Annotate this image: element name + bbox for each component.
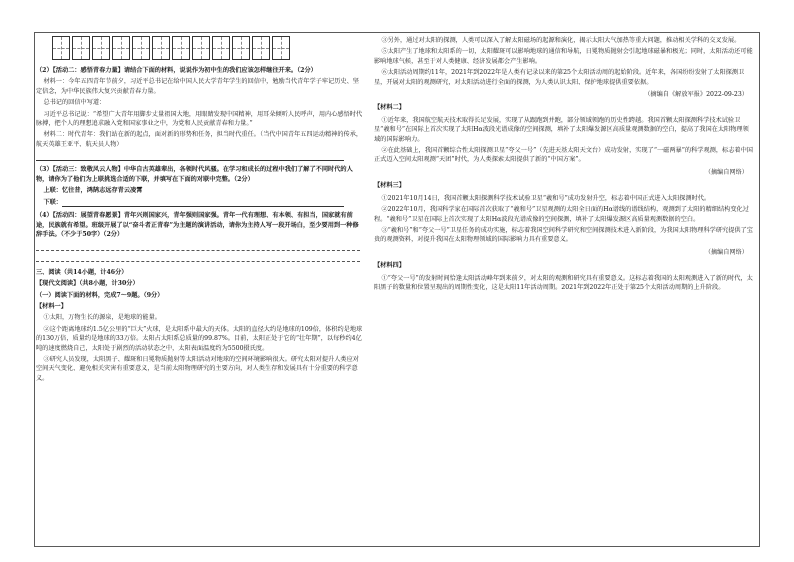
source-note-2: （摘编自网络） — [704, 168, 748, 176]
writing-grid[interactable] — [52, 36, 364, 62]
grid-cell[interactable] — [132, 36, 150, 60]
question-2-prompt: （2）【活动二：感悟青春力量】请结合下面的材料，说说作为初中生的我们应该怎样继往开来。（2分） — [36, 67, 317, 74]
material-2-heading: 【材料二】 — [374, 104, 405, 112]
material-1-label: 总书记的回信中写道： — [43, 99, 106, 107]
couplet-lower-row — [36, 197, 364, 207]
question-4-prompt: （4）【活动四：展望青春愿景】青年兴则国家兴，青年强则国家强。青年一代有理想、有本领、有担当，国家就有前途，民族就有希望。班级开展了以“奋斗者正青春”为主题的演讲活动，请你为主持人写一段开场白，至少要用到一种修辞手法。（不少于50字）（2分） — [36, 212, 359, 239]
right-paragraph-6: ⑥太阳活动周期约11年，2021年到2022年是人类有记录以来的第25个太阳活动周的起始阶段。近年来，各国纷纷发射了太阳探测卫星，开展对太阳的观测研究，对太阳活动进行全面的探测，为人类认识太阳、保护地球提供重要依据。 — [374, 69, 745, 86]
material-3-paragraph-1: ①2021年10月14日，我国首颗太阳探测科学技术试验卫星“羲和号”成功发射升空，标志着中国正式进入太阳探测时代。 — [381, 194, 711, 202]
grid-cell[interactable] — [232, 36, 250, 60]
grid-cell[interactable] — [152, 36, 170, 60]
grid-cell[interactable] — [272, 36, 290, 60]
paragraph-2: ②这个距离地球约1.5亿公里的“巨大”火球，是太阳系中最大的天体。太阳的直径大约是地球的109倍，体积约是地球的130万倍，质量约是地球的33万倍。太阳占太阳系总质量的99.87%。目前，太阳正处于它的“壮年期”，以每秒约4亿吨的速度燃烧自己，太阳处于剧烈的活动状态之中，太阳表面温度约为5500摄氏度。 — [36, 325, 363, 352]
answer-dash-line[interactable] — [36, 253, 360, 262]
answer-dash-line[interactable] — [36, 242, 360, 251]
answer-line[interactable] — [36, 151, 344, 161]
material-4-paragraph-1: ①“夸父一号”的发射时间恰逢太阳活动峰年到来前夕，对太阳的观测和研究具有重要意义。这标志着我国的太阳观测进入了新的时代，太阳黑子的数量和位置呈现出的周期性变化，这是太阳11年活动周期。2021年到2022年正处于第25个太阳活动周期的上升阶段。 — [374, 274, 753, 291]
couplet-lower-label: 下联： — [43, 199, 62, 207]
material-2-paragraph-2: ②在此基础上，我国首颗综合性太阳探测卫星“夸父一号”（先进天基太阳天文台）成功发射，实现了“一磁两暴”的科学观测，标志着中国正式迈入空间太阳观测“天团”时代，为人类探索太阳提供了新的“中国方案”。 — [374, 147, 753, 164]
material-2-text: 材料二：时代青年：我们站在新的起点，面对新的形势和任务，担当时代重任。（当代中国青年五四运动精神的传承，航天英雄王亚平、航天员人物） — [36, 131, 363, 148]
couplet-upper: 上联：忆往昔，鸿鹄志远存青云凌霄 — [43, 187, 143, 195]
material-1-quote: 习近平总书记说：“希望广大青年用脚步丈量祖国大地，用眼睛发现中国精神，用耳朵倾听人民呼声，用内心感悟时代脉搏，把个人的理想追求融入党和国家事业之中，为党和人民贡献青春和力量。” — [36, 110, 363, 128]
material-3-paragraph-2: ②2022年10月，我国科学家在国际首次获取了“羲和号”卫星观测的太阳全日面的Hα谱线的谱线结构，观测到了太阳的精细结构变化过程。“羲和号”卫星在国际上首次实现了太阳Hα波段光谱成像的空间探测，填补了太阳爆发源区高质量观测数据的空白。 — [374, 206, 749, 223]
right-paragraph-5: ⑤太阳产生了地球和太阳系的一切，太阳耀斑可以影响地球的通信和导航，日冕物质抛射会引起地球磁暴和极光；同时，太阳活动还可能影响地球气候，甚至于对人类健康、经济发展都会产生影响。 — [374, 48, 753, 65]
grid-cell[interactable] — [72, 36, 90, 60]
grid-cell[interactable] — [92, 36, 110, 60]
subsection-1-title: （一）阅读下面的材料，完成7～9题。（9分） — [36, 291, 164, 299]
source-note-1: （摘编自《解放军报》2022-09-23） — [644, 91, 748, 99]
question-3-prompt: （3）【活动三：致敬风云人物】中华自古英雄辈出，各领时代风骚。在学习和成长的过程中我们了解了不同时代的人物，请你为了他们为上联挑选合适的下联，并填写在下面的对联中完整。（2分） — [36, 166, 353, 183]
right-column — [374, 36, 754, 294]
grid-cell[interactable] — [212, 36, 230, 60]
grid-cell[interactable] — [192, 36, 210, 60]
left-column — [36, 36, 364, 385]
source-note-3: （摘编自网络） — [704, 248, 748, 256]
paragraph-3: ③研究人员发现，太阳黑子、耀斑和日冕物质抛射等太阳活动对地球的空间环境影响很大。研究太阳对提升人类应对空间天气变化、避免相关灾害有重要意义，是当前太阳物理研究的主要方向，对人类生存和发展具有十分重要的科学意义。 — [36, 355, 359, 382]
material-2-paragraph-1: ①近年来，我国航空航天技术取得长足发展，实现了从跟跑到并跑，部分领域领跑的历史性跨越。我国首颗太阳探测科学技术试验卫星“羲和号”在国际上首次实现了太阳Hα波段光谱成像的空间探测，填补了太阳爆发源区高质量观测数据的空白，提高了我国在太阳物理领域的国际影响力。 — [374, 116, 749, 143]
material-3-heading: 【材料三】 — [374, 182, 405, 190]
material-4-heading: 【材料四】 — [374, 262, 405, 270]
material-1-heading: 【材料一】 — [36, 302, 67, 310]
grid-cell[interactable] — [172, 36, 190, 60]
right-paragraph-4: ③另外，通过对太阳的探测，人类可以深入了解太阳磁场的起源和演化，揭示太阳大气加热等重大问题，推动相关学科的交叉发展。 — [381, 37, 741, 44]
couplet-lower-answer-line[interactable] — [62, 197, 344, 207]
section-3-title: 三、阅读（共14小题，计46分） — [36, 268, 128, 276]
material-3-paragraph-3: ③“羲和号”和“夸父一号”卫星任务的成功实施，标志着我国空间科学研究和空间探测技术进入新阶段，为我国太阳物理科学研究提供了宝贵的观测资料，对提升我国在太阳物理领域的国际影响力具有重要意义。 — [374, 226, 753, 244]
grid-cell[interactable] — [112, 36, 130, 60]
paragraph-1: ①太阳，万物生长的源泉，是地球的能量。 — [43, 314, 161, 322]
material-1-text: 材料一：今年五四青年节前夕，习近平总书记在给中国人民大学青年学生的回信中，勉励当代青年学子牢记历史、坚定信念，为中华民族伟大复兴贡献青春力量。 — [36, 78, 359, 95]
grid-cell[interactable] — [52, 36, 70, 60]
grid-cell[interactable] — [252, 36, 270, 60]
modern-reading-title: 【现代文阅读】（共8小题，计30分） — [36, 280, 139, 288]
